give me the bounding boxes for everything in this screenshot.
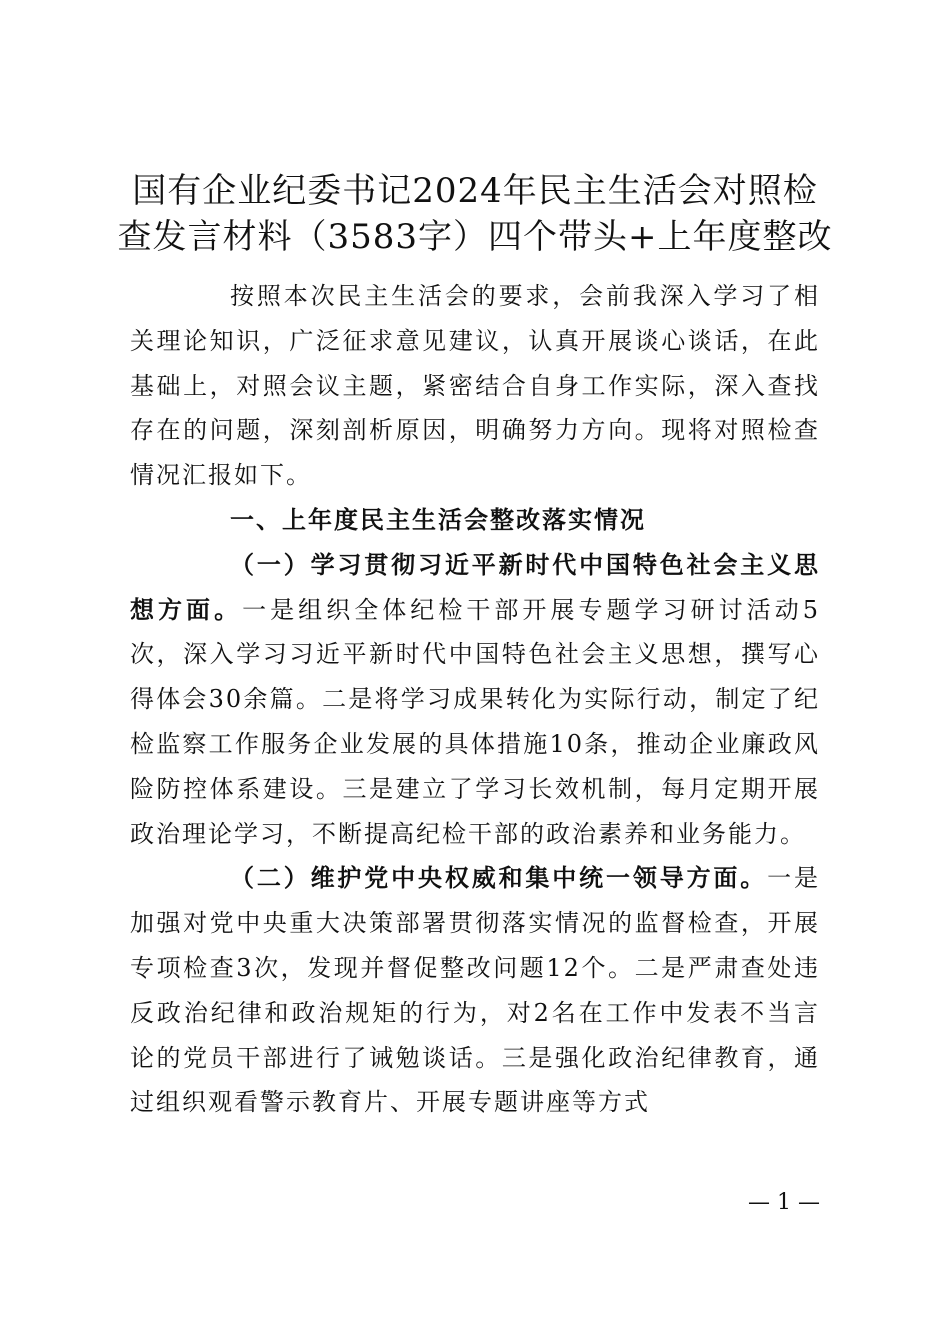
intro-paragraph: 按照本次民主生活会的要求，会前我深入学习了相关理论知识，广泛征求意见建议，认真开展谈心谈话，在此基础上，对照会议主题，紧密结合自身工作实际，深入查找存在的问题，深刻剖析原因，明确努力方向。现将对照检查情况汇报如下。 — [130, 282, 820, 490]
document-body — [130, 274, 820, 1125]
page-number: — 1 — — [748, 1190, 820, 1215]
title-line-1: 国有企业纪委书记2024年民主生活会对照检 — [132, 171, 818, 211]
item-1-body: 一是组织全体纪检干部开展专题学习研讨活动5次，深入学习习近平新时代中国特色社会主义思想，撰写心得体会30余篇。二是将学习成果转化为实际行动，制定了纪检监察工作服务企业发展的具体措施10条，推动企业廉政风险防控体系建设。三是建立了学习长效机制，每月定期开展政治理论学习，不断提高纪检干部的政治素养和业务能力。 — [130, 595, 820, 848]
item-2-paragraph — [130, 856, 820, 1125]
document-title — [100, 168, 850, 260]
item-2-lead: （二）维护党中央权威和集中统一领导方面。 — [230, 863, 768, 893]
title-line-2: 查发言材料（3583字）四个带头+上年度整改 — [117, 217, 833, 257]
item-1-lead: （一）学习贯彻习近平新时代中国特色社会主义思想方面。 — [130, 549, 820, 624]
item-1-paragraph — [130, 543, 820, 857]
section-heading: 一、上年度民主生活会整改落实情况 — [230, 505, 646, 534]
item-2-body: 一是加强对党中央重大决策部署贯彻落实情况的监督检查，开展专项检查3次，发现并督促整改问题12个。二是严肃查处违反政治纪律和政治规矩的行为，对2名在工作中发表不当言论的党员干部进行了诫勉谈话。三是强化政治纪律教育，通过组织观看警示教育片、开展专题讲座等方式 — [130, 864, 821, 1117]
